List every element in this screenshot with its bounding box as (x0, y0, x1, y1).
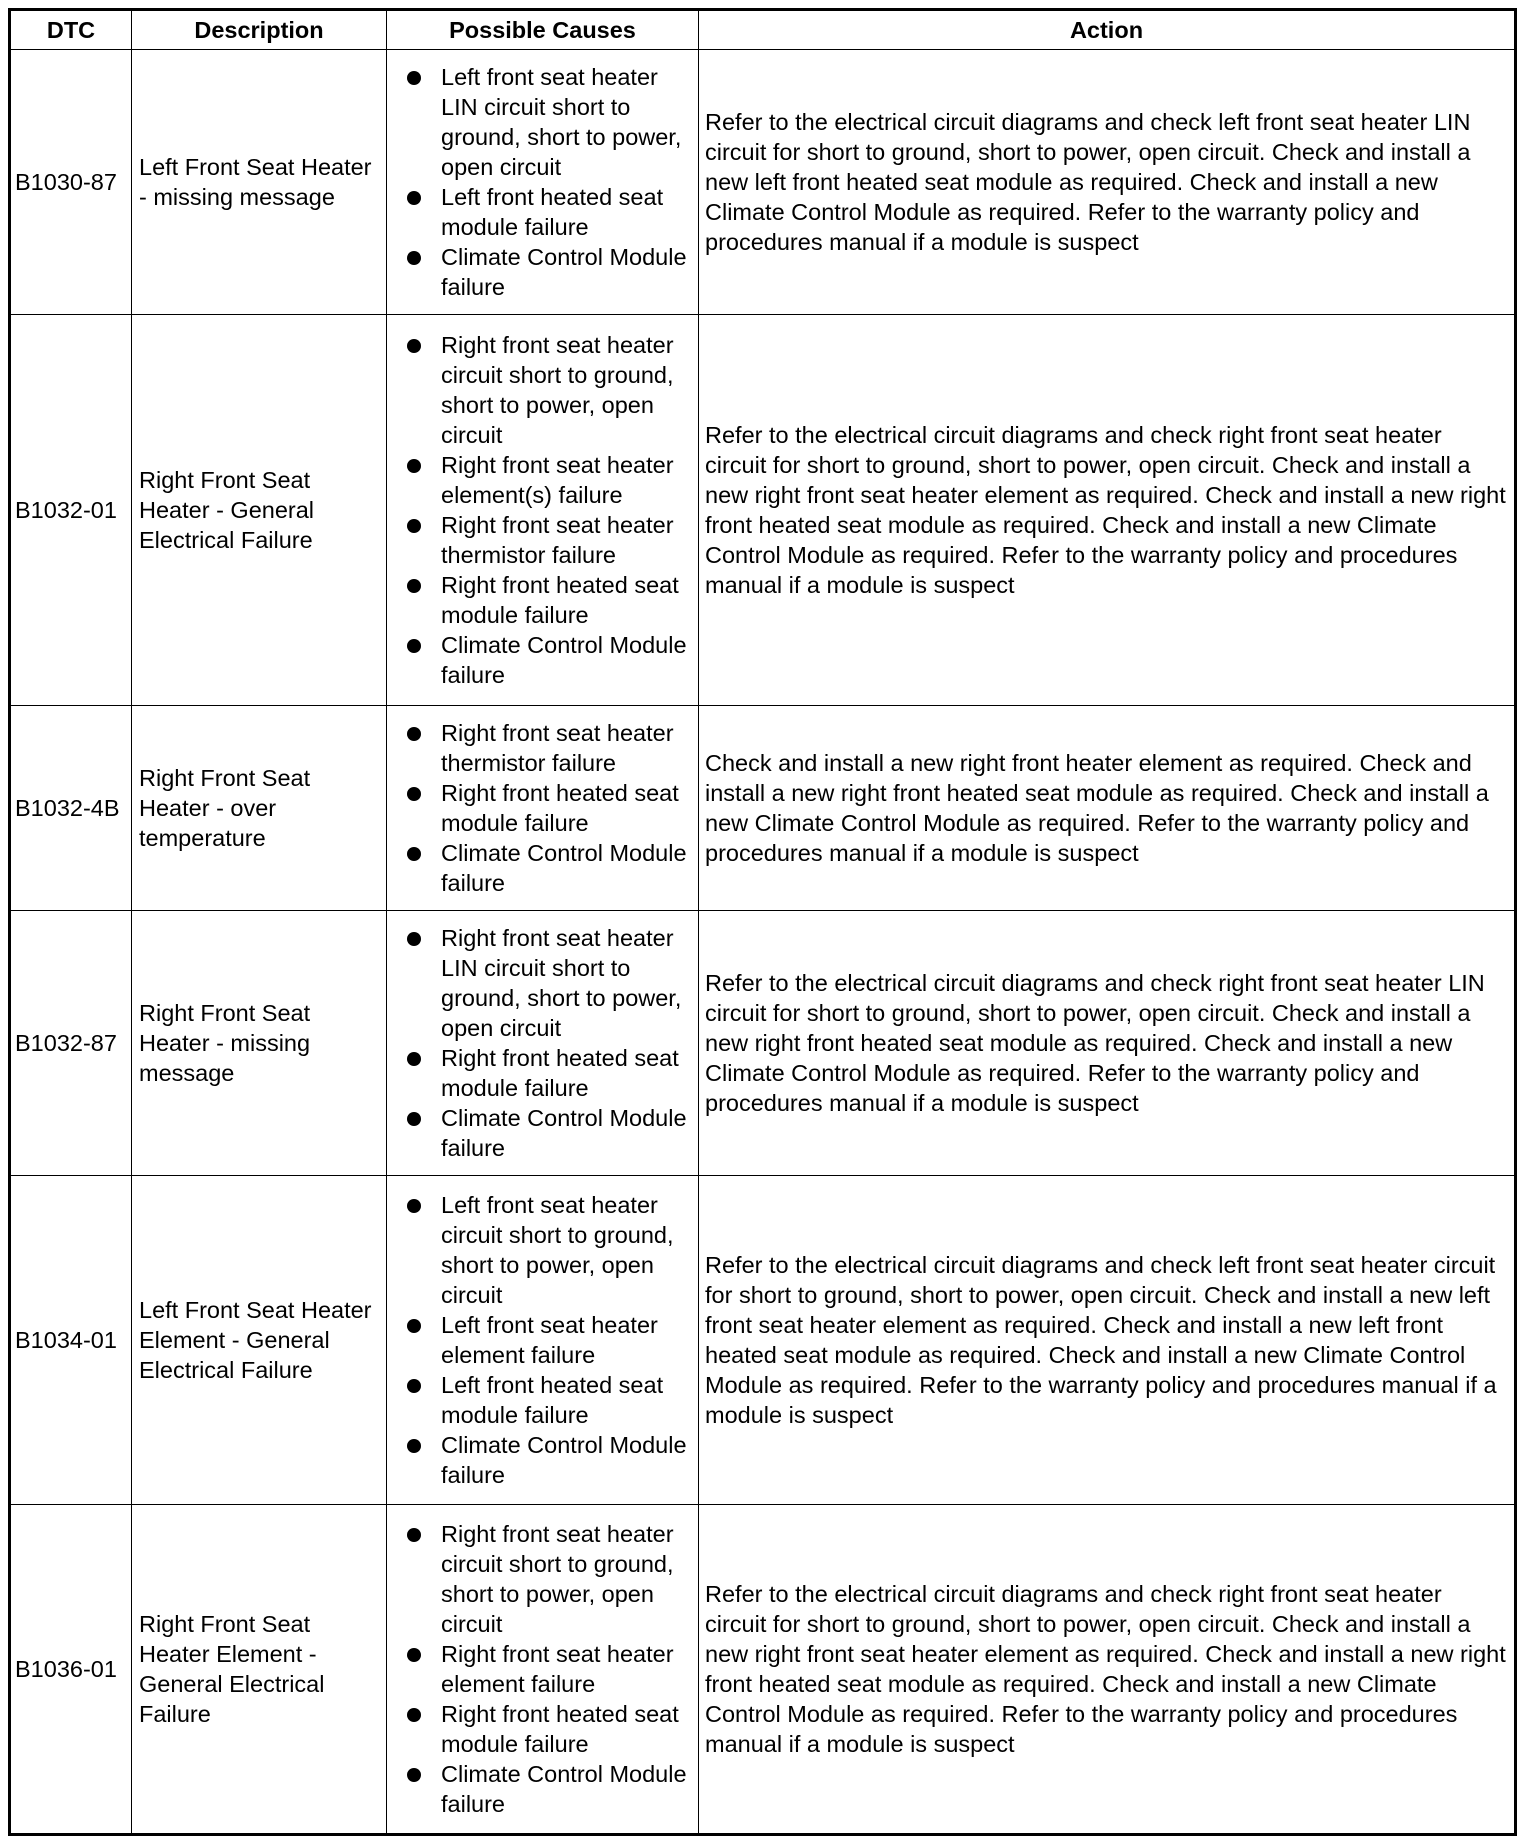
table-header (10, 10, 1516, 50)
cause-text: Climate Control Module failure (441, 1761, 687, 1817)
cause-text: Climate Control Module failure (441, 1105, 687, 1161)
possible-causes (387, 50, 699, 315)
cause-item (387, 1043, 694, 1103)
cause-text: Right front heated seat module failure (441, 1045, 679, 1101)
cause-text: Right front seat heater thermistor failure (441, 512, 674, 568)
cause-text: Left front seat heater element failure (441, 1312, 658, 1368)
causes-list (387, 718, 694, 898)
bullet-icon (407, 339, 421, 353)
header-description: Description (132, 10, 387, 50)
cause-item (387, 923, 694, 1043)
header-dtc: DTC (10, 10, 132, 50)
bullet-icon (407, 1199, 421, 1213)
causes-list (387, 1190, 694, 1490)
bullet-icon (407, 1319, 421, 1333)
action-text: Refer to the electrical circuit diagrams and check right front seat heater circuit for short to ground, short to power, open circuit. Check and install a new right front seat heater element as required. Check and install a new right front heated seat module as required. Check and install a new Climate Control Module as required. Refer to the warranty policy and procedures manual if a module is suspect (699, 315, 1516, 706)
cause-item (387, 510, 694, 570)
dtc-code: B1032-87 (10, 911, 132, 1176)
possible-causes (387, 706, 699, 911)
cause-item (387, 1639, 694, 1699)
cause-text: Right front seat heater element(s) failure (441, 452, 674, 508)
action-text: Refer to the electrical circuit diagrams and check right front seat heater circuit for short to ground, short to power, open circuit. Check and install a new right front seat heater element as required. Check and install a new right front heated seat module as required. Check and install a new Climate Control Module as required. Refer to the warranty policy and procedures manual if a module is suspect (699, 1505, 1516, 1835)
cause-item (387, 838, 694, 898)
dtc-description: Right Front Seat Heater - General Electrical Failure (132, 315, 387, 706)
bullet-icon (407, 1528, 421, 1542)
cause-text: Left front heated seat module failure (441, 184, 664, 240)
bullet-icon (407, 191, 421, 205)
dtc-table (8, 8, 1517, 1836)
table-row (10, 706, 1516, 911)
cause-text: Right front seat heater circuit short to ground, short to power, open circuit (441, 1521, 674, 1637)
table-row (10, 911, 1516, 1176)
possible-causes (387, 911, 699, 1176)
dtc-code: B1034-01 (10, 1176, 132, 1505)
causes-list (387, 1519, 694, 1819)
cause-text: Climate Control Module failure (441, 244, 687, 300)
cause-item (387, 718, 694, 778)
table-row (10, 1505, 1516, 1835)
cause-item (387, 62, 694, 182)
dtc-description: Left Front Seat Heater - missing message (132, 50, 387, 315)
table-row (10, 1176, 1516, 1505)
cause-item (387, 570, 694, 630)
bullet-icon (407, 1708, 421, 1722)
cause-item (387, 630, 694, 690)
possible-causes (387, 1176, 699, 1505)
possible-causes (387, 1505, 699, 1835)
cause-text: Right front heated seat module failure (441, 1701, 679, 1757)
cause-item (387, 1430, 694, 1490)
cause-text: Right front heated seat module failure (441, 572, 679, 628)
action-text: Refer to the electrical circuit diagrams and check right front seat heater LIN circuit for short to ground, short to power, open circuit. Check and install a new right front heated seat module as required. Check and install a new Climate Control Module as required. Refer to the warranty policy and procedures manual if a module is suspect (699, 911, 1516, 1176)
cause-text: Right front seat heater circuit short to ground, short to power, open circuit (441, 332, 674, 448)
cause-item (387, 1370, 694, 1430)
dtc-description: Right Front Seat Heater - missing message (132, 911, 387, 1176)
action-text: Refer to the electrical circuit diagrams and check left front seat heater circuit for short to ground, short to power, open circuit. Check and install a new left front seat heater element as required. Check and install a new left front heated seat module as required. Check and install a new Climate Control Module as required. Refer to the warranty policy and procedures manual if a module is suspect (699, 1176, 1516, 1505)
dtc-code: B1030-87 (10, 50, 132, 315)
header-action: Action (699, 10, 1516, 50)
cause-text: Climate Control Module failure (441, 1432, 687, 1488)
causes-list (387, 330, 694, 690)
cause-item (387, 1699, 694, 1759)
bullet-icon (407, 1439, 421, 1453)
bullet-icon (407, 71, 421, 85)
bullet-icon (407, 847, 421, 861)
header-row (10, 10, 1516, 50)
dtc-code: B1032-01 (10, 315, 132, 706)
header-possible-causes: Possible Causes (387, 10, 699, 50)
table-body (10, 50, 1516, 1835)
possible-causes (387, 315, 699, 706)
cause-item (387, 450, 694, 510)
cause-text: Right front seat heater LIN circuit short to ground, short to power, open circuit (441, 925, 682, 1041)
dtc-description: Right Front Seat Heater - over temperature (132, 706, 387, 911)
cause-item (387, 1759, 694, 1819)
cause-item (387, 1190, 694, 1310)
cause-item (387, 330, 694, 450)
cause-text: Climate Control Module failure (441, 632, 687, 688)
dtc-description: Left Front Seat Heater Element - General Electrical Failure (132, 1176, 387, 1505)
cause-item (387, 182, 694, 242)
bullet-icon (407, 639, 421, 653)
cause-text: Left front heated seat module failure (441, 1372, 664, 1428)
table-row (10, 50, 1516, 315)
dtc-description: Right Front Seat Heater Element - General Electrical Failure (132, 1505, 387, 1835)
bullet-icon (407, 1768, 421, 1782)
cause-item (387, 1103, 694, 1163)
bullet-icon (407, 787, 421, 801)
bullet-icon (407, 1052, 421, 1066)
bullet-icon (407, 1379, 421, 1393)
cause-item (387, 1310, 694, 1370)
bullet-icon (407, 579, 421, 593)
table-row (10, 315, 1516, 706)
bullet-icon (407, 932, 421, 946)
bullet-icon (407, 727, 421, 741)
bullet-icon (407, 519, 421, 533)
cause-item (387, 778, 694, 838)
bullet-icon (407, 459, 421, 473)
cause-item (387, 242, 694, 302)
cause-text: Right front seat heater element failure (441, 1641, 674, 1697)
cause-text: Right front seat heater thermistor failure (441, 720, 674, 776)
bullet-icon (407, 1112, 421, 1126)
dtc-code: B1036-01 (10, 1505, 132, 1835)
causes-list (387, 62, 694, 302)
action-text: Refer to the electrical circuit diagrams and check left front seat heater LIN circuit for short to ground, short to power, open circuit. Check and install a new left front heated seat module as required. Check and install a new Climate Control Module as required. Refer to the warranty policy and procedures manual if a module is suspect (699, 50, 1516, 315)
causes-list (387, 923, 694, 1163)
dtc-code: B1032-4B (10, 706, 132, 911)
cause-text: Right front heated seat module failure (441, 780, 679, 836)
bullet-icon (407, 1648, 421, 1662)
cause-item (387, 1519, 694, 1639)
action-text: Check and install a new right front heater element as required. Check and install a new right front heated seat module as required. Check and install a new Climate Control Module as required. Refer to the warranty policy and procedures manual if a module is suspect (699, 706, 1516, 911)
bullet-icon (407, 251, 421, 265)
cause-text: Left front seat heater LIN circuit short to ground, short to power, open circuit (441, 64, 682, 180)
cause-text: Left front seat heater circuit short to ground, short to power, open circuit (441, 1192, 674, 1308)
cause-text: Climate Control Module failure (441, 840, 687, 896)
